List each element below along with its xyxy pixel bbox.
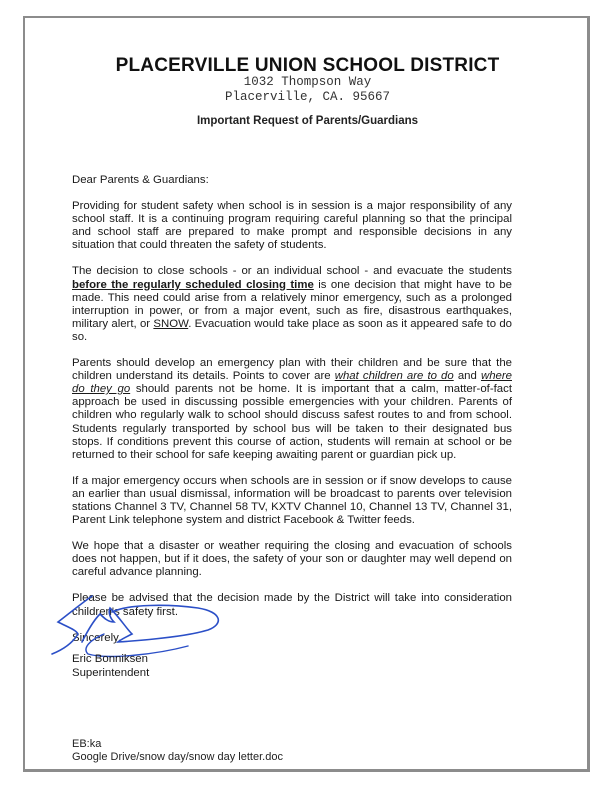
paragraph-emergency-plan (72, 357, 512, 462)
text: Parents should develop an emergency plan with their children and be sure that the children understand its details. Points to cover are (72, 357, 512, 383)
letter-body (72, 174, 512, 658)
signer-title: Superintendent (72, 667, 150, 679)
paragraph-closing-decision (72, 265, 512, 344)
text: is one decision that might have to be made. This need could arise from a relatively minor emergency, such as a prolonged interruption in power, or from a major event, such as fire, disastrous earthquakes, military alert, or (72, 278, 513, 330)
footer (72, 738, 283, 764)
text: and (453, 370, 481, 383)
text: should parents not be home. It is important that a calm, matter-of-fact approach be used in discussing possible emergencies with your children. Parents of children who regularly walk to school should discuss safest routes to and from school. Students regularly transported by school bus will be taken to their designated bus stops. If conditions prevent this course of action, students will remain at school or be returned to their school for safe keeping awaiting parent or guardian pick up. (72, 383, 512, 461)
footer-initials: EB:ka (72, 738, 102, 750)
address-street: 1032 Thompson Way (243, 75, 372, 89)
footer-file-path: Google Drive/snow day/snow day letter.doc (72, 751, 283, 763)
paragraph-advised: Please be advised that the decision made by the District will take into consideration children's safety first. (72, 592, 512, 618)
text: The decision to close schools - or an individual school - and evacuate the students (72, 265, 512, 278)
emphasis-snow: SNOW (153, 317, 189, 330)
paragraph-hope: We hope that a disaster or weather requiring the closing and evacuation of schools does not happen, but if it does, the safety of your son or daughter may well depend on careful advance planning. (72, 540, 512, 579)
text: . Evacuation would take place as soon as it appeared safe to do so. (72, 317, 512, 343)
salutation: Dear Parents & Guardians: (72, 174, 209, 186)
district-name: PLACERVILLE UNION SCHOOL DISTRICT (115, 55, 500, 76)
paragraph-student-safety: Providing for student safety when school is in session is a major responsibility of any school staff. It is a continuing program requiring careful planning so that the principal and school staff are prepared to make prompt and responsible decisions in any situation that could threaten the safety of students. (72, 200, 512, 252)
signer-name: Eric Bonniksen (72, 653, 148, 665)
emphasis-what-to-do: what children are to do (334, 370, 454, 383)
address-city: Placerville, CA. 95667 (224, 90, 391, 104)
closing: Sincerely, (72, 631, 122, 644)
paragraph-broadcast: If a major emergency occurs when schools are in session or if snow develops to cause an earlier than usual dismissal, information will be broadcast to parents over television stations Channel 3 TV, Channel 58 TV, KXTV Channel 10, Channel 13 TV, Channel 31, Parent Link telephone system and district Facebook & Twitter feeds. (72, 474, 512, 527)
signer-block (72, 652, 149, 680)
emphasis-closing-time: before the regularly scheduled closing time (72, 278, 314, 291)
emphasis-where-to-go: where do they go (72, 370, 512, 396)
letter-subject: Important Request of Parents/Guardians (196, 115, 419, 127)
